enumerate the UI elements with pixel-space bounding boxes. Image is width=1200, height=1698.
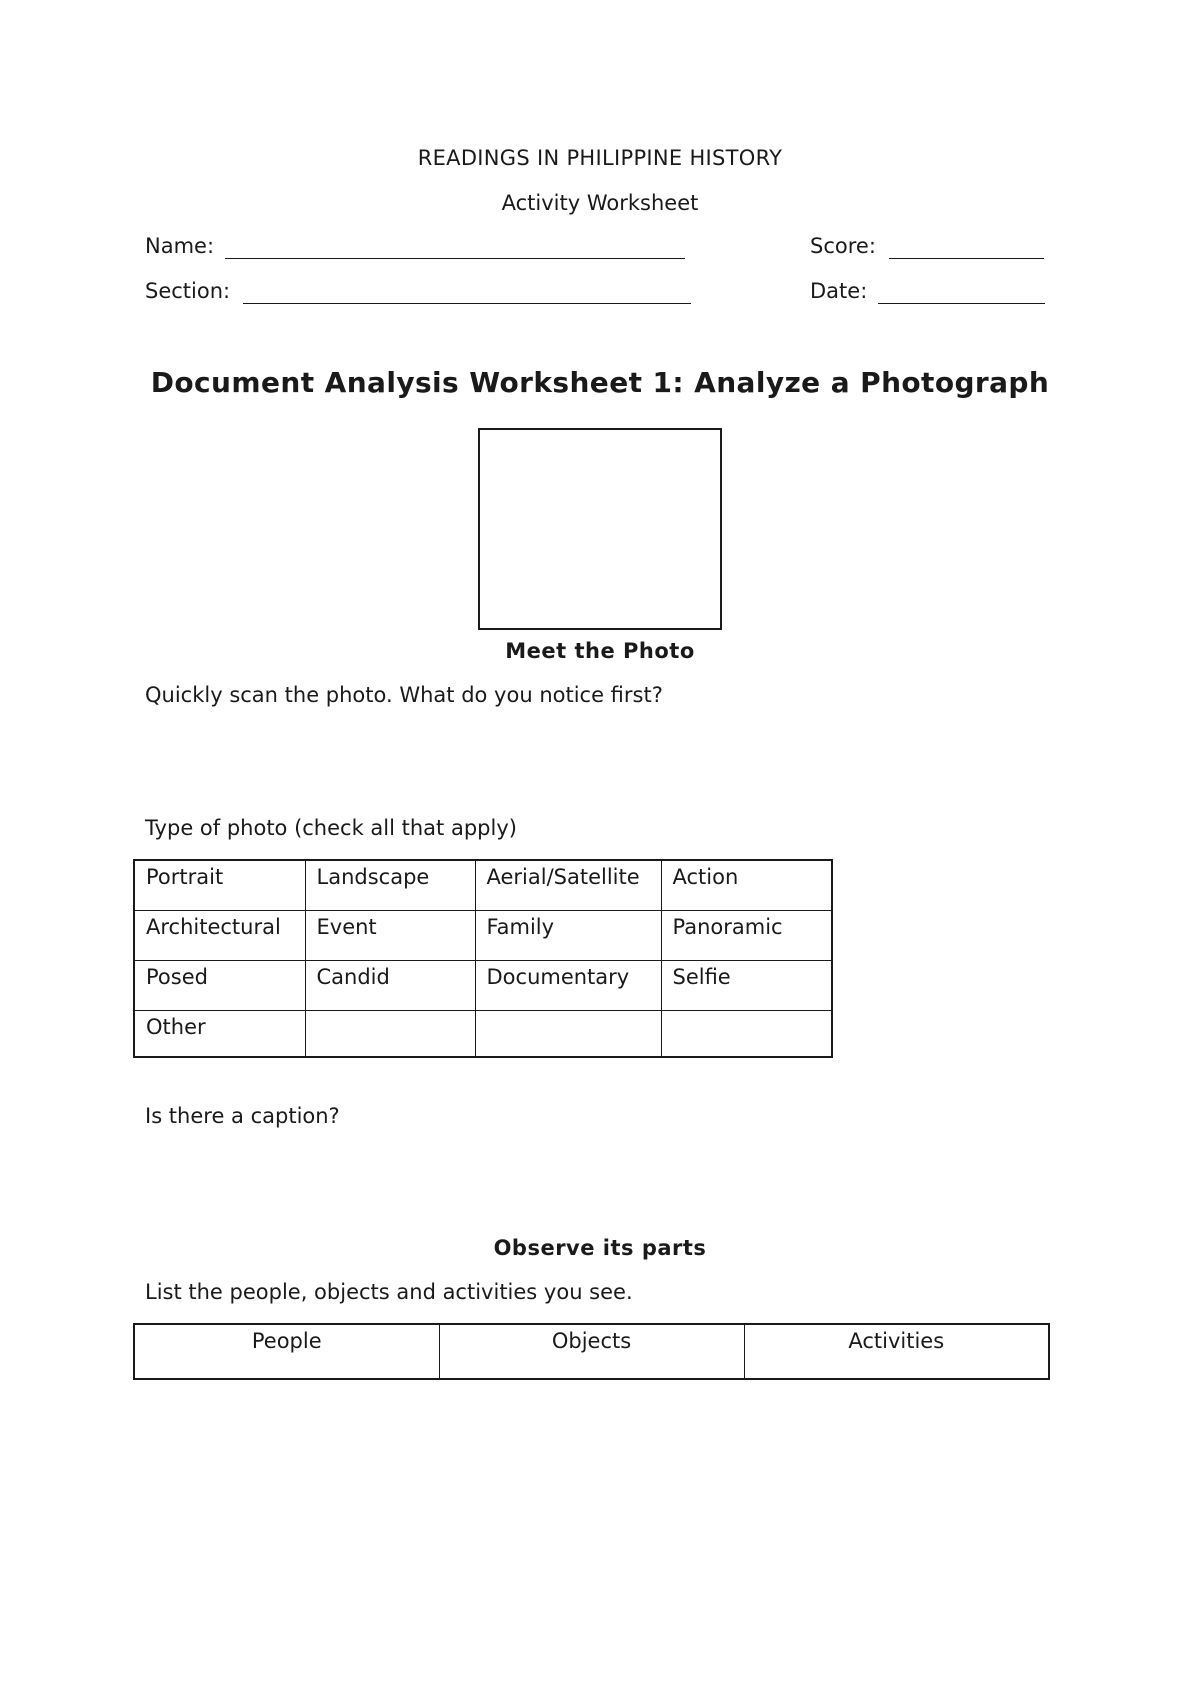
- photo-type-cell[interactable]: Landscape: [305, 860, 475, 910]
- photo-type-prompt: Type of photo (check all that apply): [145, 816, 517, 840]
- photo-type-cell[interactable]: Architectural: [134, 910, 305, 960]
- table-row: [134, 960, 832, 1010]
- people-column[interactable]: People: [134, 1324, 439, 1379]
- photo-type-cell[interactable]: Selfie: [661, 960, 832, 1010]
- photo-type-cell[interactable]: Other: [134, 1010, 305, 1057]
- objects-column[interactable]: Objects: [439, 1324, 744, 1379]
- photo-type-cell[interactable]: [475, 1010, 661, 1057]
- worksheet-subtitle: Activity Worksheet: [501, 191, 699, 215]
- photo-type-table: [133, 859, 833, 1058]
- table-row: [134, 860, 832, 910]
- photo-type-cell[interactable]: [661, 1010, 832, 1057]
- name-label: Name:: [145, 234, 215, 258]
- photo-type-cell[interactable]: Event: [305, 910, 475, 960]
- photo-type-cell[interactable]: [305, 1010, 475, 1057]
- observe-heading: Observe its parts: [493, 1236, 707, 1260]
- table-row: [134, 910, 832, 960]
- photo-type-cell[interactable]: Posed: [134, 960, 305, 1010]
- observation-table: [133, 1323, 1050, 1380]
- photo-type-cell[interactable]: Panoramic: [661, 910, 832, 960]
- meet-the-photo-heading: Meet the Photo: [505, 639, 695, 663]
- section-field[interactable]: [243, 303, 691, 304]
- observe-prompt: List the people, objects and activities you see.: [145, 1280, 633, 1304]
- table-row: [134, 1324, 1049, 1379]
- section-label: Section:: [145, 279, 231, 303]
- worksheet-title: Document Analysis Worksheet 1: Analyze a Photograph: [150, 366, 1050, 399]
- notice-prompt: Quickly scan the photo. What do you notice first?: [145, 683, 663, 707]
- photo-placeholder[interactable]: [478, 428, 722, 630]
- photo-type-cell[interactable]: Action: [661, 860, 832, 910]
- photo-type-cell[interactable]: Documentary: [475, 960, 661, 1010]
- date-field[interactable]: [878, 303, 1045, 304]
- photo-type-cell[interactable]: Family: [475, 910, 661, 960]
- caption-prompt: Is there a caption?: [145, 1104, 340, 1128]
- photo-type-cell[interactable]: Candid: [305, 960, 475, 1010]
- photo-type-cell[interactable]: Portrait: [134, 860, 305, 910]
- score-label: Score:: [810, 234, 876, 258]
- activities-column[interactable]: Activities: [744, 1324, 1049, 1379]
- table-row: [134, 1010, 832, 1057]
- name-field[interactable]: [225, 258, 685, 259]
- course-title: READINGS IN PHILIPPINE HISTORY: [417, 146, 783, 170]
- score-field[interactable]: [889, 258, 1044, 259]
- photo-type-cell[interactable]: Aerial/Satellite: [475, 860, 661, 910]
- date-label: Date:: [810, 279, 868, 303]
